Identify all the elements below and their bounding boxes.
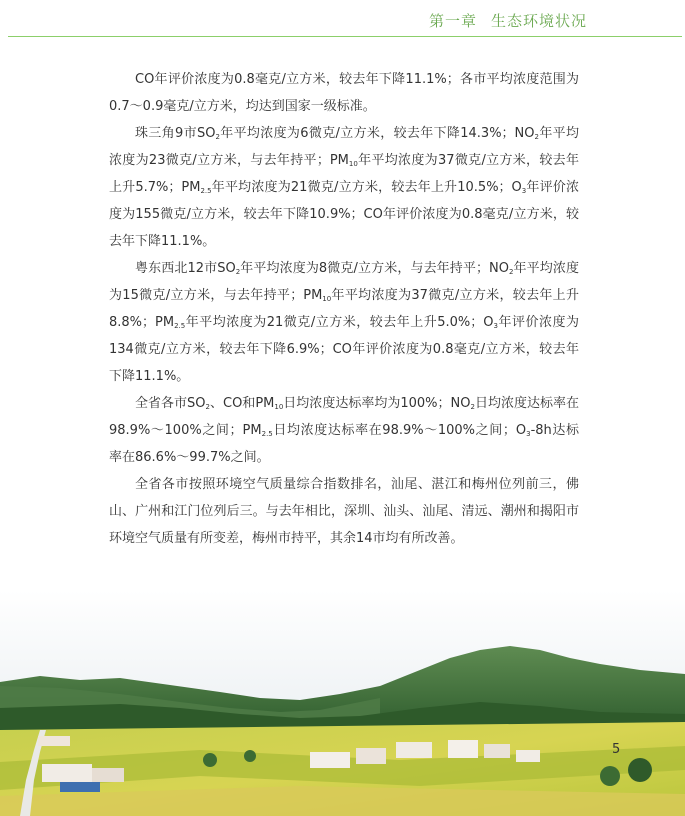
house [516,750,540,762]
house [396,742,432,758]
page-number: 5 [612,742,621,757]
page-header [0,0,685,40]
text-run: 年平均浓度为6微克/立方米，较去年下降14.3%；NO [219,126,535,141]
house [356,748,386,764]
text-run: 年平均浓度为21微克/立方米，较去年上升10.5%；O [211,180,522,195]
subscript: 2.5 [261,430,273,438]
paragraph-pearl-river-delta [109,120,579,255]
text-run: 粤东西北12市SO [135,261,236,276]
subscript: 2.5 [174,322,186,330]
header-rule [8,36,682,37]
subscript: 2 [205,403,210,411]
subscript: 2.5 [200,187,212,195]
text-run: 年平均浓度为8微克/立方米，与去年持平；NO [240,261,509,276]
tree [600,766,620,786]
text-run: 、CO和PM [209,396,275,411]
text-run: CO年评价浓度为0.8毫克/立方米，较去年下降11.1%；各市平均浓度范围为0.7～0.9毫克/立方米，均达到国家一级标准。 [109,72,579,114]
subscript: 3 [521,187,527,195]
subscript: 10 [322,295,332,303]
house [484,744,510,758]
house [92,768,124,782]
text-run: 年平均浓度为37微克/立方米，较去年上升5.7%；PM [109,153,579,195]
house [38,736,70,746]
subscript: 3 [526,430,531,438]
subscript: 2 [470,403,475,411]
text-run: 日均浓度达标率均为100%；NO [283,396,471,411]
landscape-illustration [0,590,685,816]
text-run: -8h达标率在86.6%～99.7%之间。 [109,423,579,465]
chapter-heading [415,10,587,31]
subscript: 2 [235,268,241,276]
text-run: 年平均浓度为23微克/立方米，与去年持平；PM [109,126,579,168]
subscript: 3 [493,322,498,330]
paragraph-co [109,66,579,120]
house [310,752,350,768]
tree [628,758,652,782]
text-run: 日均浓度达标率在98.9%～100%之间；PM [109,396,579,438]
paragraph-east-west-north [109,255,579,390]
house [448,740,478,758]
subscript: 2 [215,133,220,141]
text-run: 年平均浓度为21微克/立方米，较去年上升5.0%；O [185,315,494,330]
tree [244,750,256,762]
paragraph-city-ranking [109,471,579,552]
paragraph-daily-compliance [109,390,579,471]
text-run: 珠三角9市SO [135,126,216,141]
chapter-number: 第一章 [428,12,477,30]
text-run: 年评价浓度为155微克/立方米，较去年下降10.9%；CO年评价浓度为0.8毫克/立方米，较去年下降11.1%。 [109,180,579,249]
tree [203,753,217,767]
text-run: 年评价浓度为134微克/立方米，较去年下降6.9%；CO年评价浓度为0.8毫克/立方米，较去年下降11.1%。 [109,315,579,384]
text-run: 全省各市SO [135,396,206,411]
text-run: 日均浓度达标率在98.9%～100%之间；O [272,423,527,438]
text-run: 年平均浓度为37微克/立方米，较去年上升8.8%；PM [109,288,579,330]
house [42,764,92,782]
subscript: 10 [348,160,358,168]
subscript: 10 [274,403,284,411]
house-roof [60,782,100,792]
chapter-title: 生态环境状况 [490,12,587,30]
subscript: 2 [534,133,539,141]
subscript: 2 [508,268,514,276]
body-text [109,66,579,552]
text-run: 全省各市按照环境空气质量综合指数排名，汕尾、湛江和梅州位列前三，佛山、广州和江门位列后三。与去年相比，深圳、汕头、汕尾、清远、潮州和揭阳市环境空气质量有所变差，梅州市持平，其余14市均有所改善。 [109,477,579,546]
text-run: 年平均浓度为15微克/立方米，与去年持平；PM [109,261,579,303]
landscape-photo [0,590,685,816]
